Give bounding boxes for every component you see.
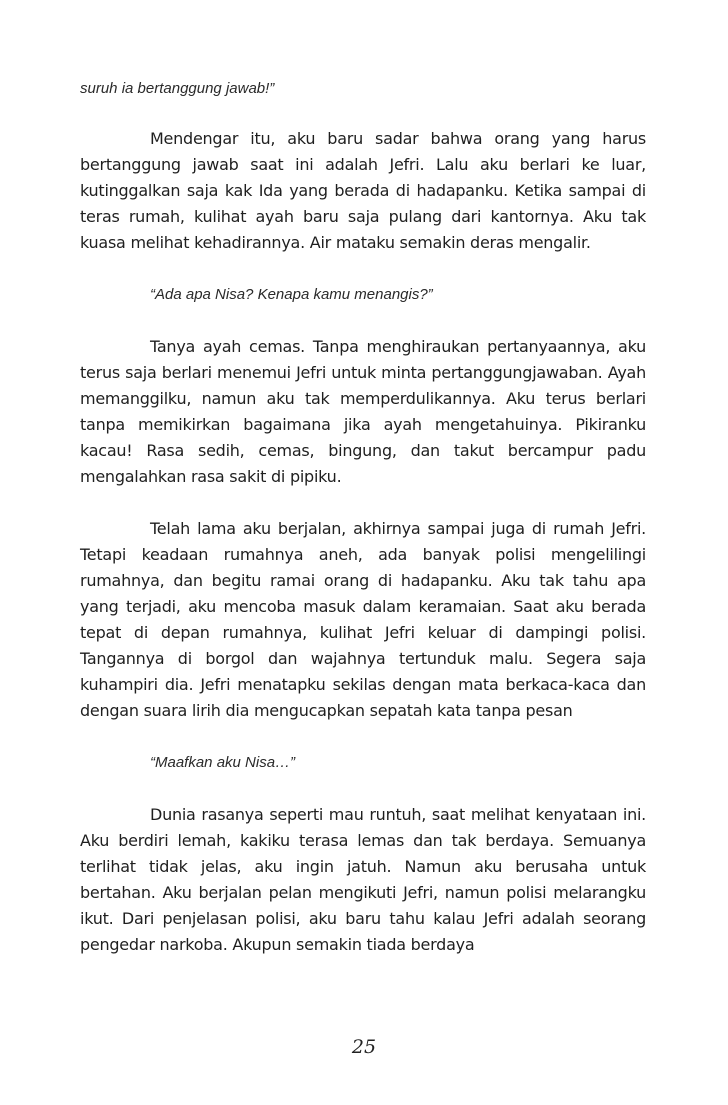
paragraph-1: Mendengar itu, aku baru sadar bahwa orang yang harus bertanggung jawab saat ini adalah Jefri. Lalu aku berlari ke luar, kutinggalkan saja kak Ida yang berada di hadapanku. Ketika sampai di teras rumah, kulihat ayah baru saja pulang dari kantornya. Aku tak kuasa melihat kehadirannya. Air mataku semakin deras mengalir. (80, 129, 646, 252)
dialogue-2: “Maafkan aku Nisa…” (150, 754, 296, 771)
paragraph-3: Telah lama aku berjalan, akhirnya sampai juga di rumah Jefri. Tetapi keadaan rumahnya aneh, ada banyak polisi mengelilingi rumahnya, dan begitu ramai orang di hadapanku. Aku tak tahu apa yang terjadi, aku mencoba masuk dalam keramaian. Saat aku berada tepat di depan rumahnya, kulihat Jefri keluar di dampingi polisi. Tangannya di borgol dan wajahnya tertunduk malu. Segera saja kuhampiri dia. Jefri menatapku sekilas dengan mata berkaca-kaca dan dengan suara lirih dia mengucapkan sepatah kata tanpa pesan (80, 519, 646, 720)
paragraph-gap (80, 724, 646, 750)
book-page-body (80, 76, 646, 958)
paragraph-gap (80, 256, 646, 282)
paragraph-gap (80, 490, 646, 516)
page-number: 25 (351, 1036, 377, 1058)
paragraph-gap (80, 102, 646, 126)
paragraph-4: Dunia rasanya seperti mau runtuh, saat melihat kenyataan ini. Aku berdiri lemah, kakiku terasa lemas dan tak berdaya. Semuanya terlihat tidak jelas, aku ingin jatuh. Namun aku berusaha untuk bertahan. Aku berjalan pelan mengikuti Jefri, namun polisi melarangku ikut. Dari penjelasan polisi, aku baru tahu kalau Jefri adalah seorang pengedar narkoba. Akupun semakin tiada berdaya (80, 805, 646, 954)
continued-dialogue-line: suruh ia bertanggung jawab!” (80, 80, 275, 97)
paragraph-gap (80, 308, 646, 334)
paragraph-gap (80, 776, 646, 802)
dialogue-1: “Ada apa Nisa? Kenapa kamu menangis?” (150, 286, 433, 303)
paragraph-2: Tanya ayah cemas. Tanpa menghiraukan pertanyaannya, aku terus saja berlari menemui Jefri untuk minta pertanggungjawaban. Ayah memanggilku, namun aku tak memperdulikannya. Aku terus berlari tanpa memikirkan bagaimana jika ayah mengetahuinya. Pikiranku kacau! Rasa sedih, cemas, bingung, dan takut bercampur padu mengalahkan rasa sakit di pipiku. (80, 337, 646, 486)
